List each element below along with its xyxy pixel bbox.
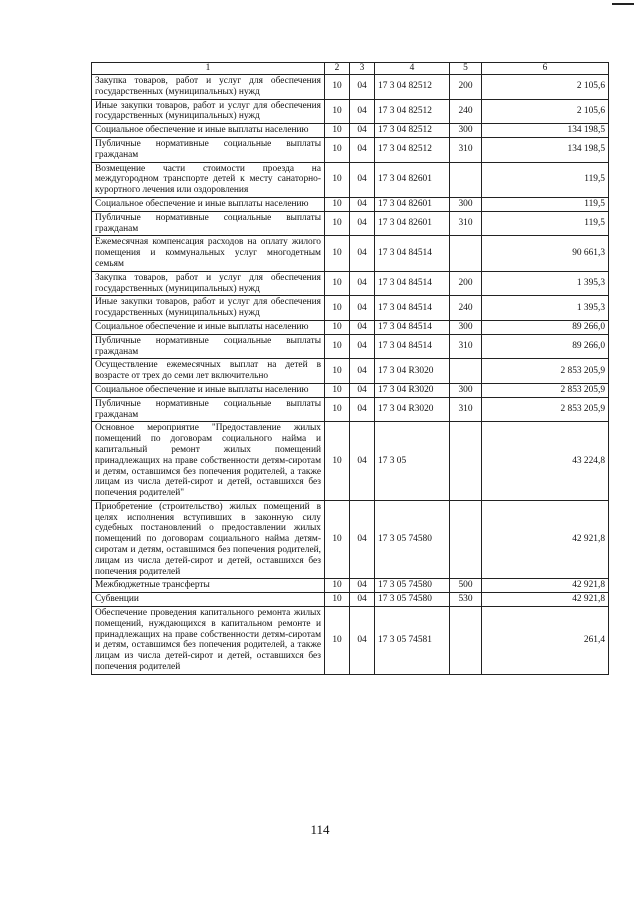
row-target-article-cell: 17 3 04 82601 xyxy=(375,211,450,236)
row-expense-type-cell: 200 xyxy=(450,75,482,100)
table-row xyxy=(92,197,609,211)
table-body xyxy=(92,63,609,675)
row-name-cell: Публичные нормативные социальные выплаты гражданам xyxy=(92,334,325,359)
row-amount-cell: 1 395,3 xyxy=(482,271,609,296)
row-amount-cell: 42 921,8 xyxy=(482,579,609,593)
row-target-article-cell: 17 3 04 R3020 xyxy=(375,359,450,384)
row-section-cell: 10 xyxy=(325,296,350,321)
row-subsection-cell: 04 xyxy=(350,422,375,501)
row-expense-type-cell: 200 xyxy=(450,271,482,296)
page-number: 114 xyxy=(310,822,330,837)
row-expense-type-cell: 310 xyxy=(450,137,482,162)
row-name-cell: Социальное обеспечение и иные выплаты населению xyxy=(92,383,325,397)
row-section-cell: 10 xyxy=(325,607,350,675)
row-amount-cell: 119,5 xyxy=(482,211,609,236)
row-section-cell: 10 xyxy=(325,162,350,197)
table-row xyxy=(92,162,609,197)
row-subsection-cell: 04 xyxy=(350,397,375,422)
row-amount-cell: 119,5 xyxy=(482,197,609,211)
row-section-cell: 10 xyxy=(325,422,350,501)
column-header-5: 5 xyxy=(450,63,482,75)
row-subsection-cell: 04 xyxy=(350,383,375,397)
row-section-cell: 10 xyxy=(325,593,350,607)
row-amount-cell: 2 853 205,9 xyxy=(482,383,609,397)
row-name-cell: Иные закупки товаров, работ и услуг для обеспечения государственных (муниципальных) нужд xyxy=(92,296,325,321)
row-amount-cell: 2 105,6 xyxy=(482,99,609,124)
row-target-article-cell: 17 3 04 84514 xyxy=(375,334,450,359)
row-target-article-cell: 17 3 05 74580 xyxy=(375,593,450,607)
row-amount-cell: 90 661,3 xyxy=(482,236,609,271)
column-header-1: 1 xyxy=(92,63,325,75)
row-amount-cell: 1 395,3 xyxy=(482,296,609,321)
row-amount-cell: 42 921,8 xyxy=(482,593,609,607)
row-name-cell: Социальное обеспечение и иные выплаты населению xyxy=(92,197,325,211)
row-target-article-cell: 17 3 04 84514 xyxy=(375,320,450,334)
table-row xyxy=(92,359,609,384)
row-expense-type-cell: 300 xyxy=(450,124,482,138)
row-amount-cell: 2 853 205,9 xyxy=(482,397,609,422)
row-name-cell: Иные закупки товаров, работ и услуг для обеспечения государственных (муниципальных) нужд xyxy=(92,99,325,124)
row-amount-cell: 89 266,0 xyxy=(482,334,609,359)
table-row xyxy=(92,296,609,321)
table-row xyxy=(92,75,609,100)
corner-mark xyxy=(612,3,634,5)
row-expense-type-cell: 300 xyxy=(450,320,482,334)
row-target-article-cell: 17 3 04 84514 xyxy=(375,271,450,296)
table-row xyxy=(92,397,609,422)
row-expense-type-cell xyxy=(450,236,482,271)
row-name-cell: Закупка товаров, работ и услуг для обеспечения государственных (муниципальных) нужд xyxy=(92,75,325,100)
row-subsection-cell: 04 xyxy=(350,137,375,162)
row-amount-cell: 2 853 205,9 xyxy=(482,359,609,384)
row-target-article-cell: 17 3 04 84514 xyxy=(375,236,450,271)
row-section-cell: 10 xyxy=(325,236,350,271)
row-section-cell: 10 xyxy=(325,211,350,236)
row-target-article-cell: 17 3 04 R3020 xyxy=(375,397,450,422)
budget-table xyxy=(91,62,609,675)
budget-table-container xyxy=(91,62,608,675)
row-amount-cell: 134 198,5 xyxy=(482,137,609,162)
row-subsection-cell: 04 xyxy=(350,75,375,100)
table-row xyxy=(92,99,609,124)
table-row xyxy=(92,422,609,501)
row-name-cell: Межбюджетные трансферты xyxy=(92,579,325,593)
row-section-cell: 10 xyxy=(325,320,350,334)
row-name-cell: Основное мероприятие "Предоставление жилых помещений по договорам социального найма и капитальный ремонт жилых помещений принадлежащих на праве собственности детям-сиротам и детям, оставшимся без попечения родителей, а также лицам из числа детей-сирот и детей, оставшихся без попечения родителей" xyxy=(92,422,325,501)
row-expense-type-cell xyxy=(450,607,482,675)
row-name-cell: Возмещение части стоимости проезда на междугородном транспорте детей к месту санаторно-курортного лечения или оздоровления xyxy=(92,162,325,197)
row-amount-cell: 42 921,8 xyxy=(482,500,609,579)
row-subsection-cell: 04 xyxy=(350,334,375,359)
column-header-2: 2 xyxy=(325,63,350,75)
table-row xyxy=(92,320,609,334)
column-header-4: 4 xyxy=(375,63,450,75)
row-expense-type-cell: 310 xyxy=(450,334,482,359)
row-subsection-cell: 04 xyxy=(350,197,375,211)
row-subsection-cell: 04 xyxy=(350,162,375,197)
row-amount-cell: 43 224,8 xyxy=(482,422,609,501)
row-name-cell: Социальное обеспечение и иные выплаты населению xyxy=(92,124,325,138)
table-row xyxy=(92,137,609,162)
row-section-cell: 10 xyxy=(325,271,350,296)
row-target-article-cell: 17 3 05 74581 xyxy=(375,607,450,675)
row-section-cell: 10 xyxy=(325,579,350,593)
row-section-cell: 10 xyxy=(325,500,350,579)
row-expense-type-cell: 240 xyxy=(450,99,482,124)
table-row xyxy=(92,607,609,675)
table-row xyxy=(92,334,609,359)
row-expense-type-cell: 310 xyxy=(450,397,482,422)
row-name-cell: Субвенции xyxy=(92,593,325,607)
row-name-cell: Социальное обеспечение и иные выплаты населению xyxy=(92,320,325,334)
table-row xyxy=(92,593,609,607)
row-expense-type-cell: 300 xyxy=(450,197,482,211)
row-subsection-cell: 04 xyxy=(350,124,375,138)
row-expense-type-cell: 300 xyxy=(450,383,482,397)
row-expense-type-cell xyxy=(450,422,482,501)
row-target-article-cell: 17 3 05 74580 xyxy=(375,579,450,593)
row-section-cell: 10 xyxy=(325,124,350,138)
row-subsection-cell: 04 xyxy=(350,320,375,334)
row-section-cell: 10 xyxy=(325,383,350,397)
row-expense-type-cell xyxy=(450,359,482,384)
row-section-cell: 10 xyxy=(325,397,350,422)
table-header-row xyxy=(92,63,609,75)
row-name-cell: Публичные нормативные социальные выплаты гражданам xyxy=(92,137,325,162)
row-subsection-cell: 04 xyxy=(350,296,375,321)
row-name-cell: Ежемесячная компенсация расходов на оплату жилого помещения и коммунальных услуг многодетным семьям xyxy=(92,236,325,271)
row-name-cell: Закупка товаров, работ и услуг для обеспечения государственных (муниципальных) нужд xyxy=(92,271,325,296)
row-target-article-cell: 17 3 04 82601 xyxy=(375,162,450,197)
row-subsection-cell: 04 xyxy=(350,359,375,384)
row-subsection-cell: 04 xyxy=(350,99,375,124)
row-target-article-cell: 17 3 04 82512 xyxy=(375,137,450,162)
row-section-cell: 10 xyxy=(325,137,350,162)
row-section-cell: 10 xyxy=(325,334,350,359)
row-section-cell: 10 xyxy=(325,359,350,384)
table-row xyxy=(92,383,609,397)
row-section-cell: 10 xyxy=(325,75,350,100)
row-name-cell: Осуществление ежемесячных выплат на детей в возрасте от трех до семи лет включительно xyxy=(92,359,325,384)
row-name-cell: Публичные нормативные социальные выплаты гражданам xyxy=(92,397,325,422)
column-header-3: 3 xyxy=(350,63,375,75)
row-expense-type-cell: 500 xyxy=(450,579,482,593)
row-target-article-cell: 17 3 04 84514 xyxy=(375,296,450,321)
row-expense-type-cell: 530 xyxy=(450,593,482,607)
row-amount-cell: 119,5 xyxy=(482,162,609,197)
row-amount-cell: 2 105,6 xyxy=(482,75,609,100)
table-row xyxy=(92,271,609,296)
row-subsection-cell: 04 xyxy=(350,236,375,271)
row-name-cell: Приобретение (строительство) жилых помещений в целях исполнения вступивших в законную силу судебных постановлений о предоставлении жилых помещений по договорам социального найма детям-сиротам и детям, оставшимся без попечения родителей, лицам из числа детей-сирот и детей, оставшихся без попечения родителей xyxy=(92,500,325,579)
row-expense-type-cell: 310 xyxy=(450,211,482,236)
row-name-cell: Публичные нормативные социальные выплаты гражданам xyxy=(92,211,325,236)
table-row xyxy=(92,579,609,593)
row-target-article-cell: 17 3 04 R3020 xyxy=(375,383,450,397)
row-subsection-cell: 04 xyxy=(350,500,375,579)
row-name-cell: Обеспечение проведения капитального ремонта жилых помещений, нуждающихся в капитальном ремонте и принадлежащих на праве собственности детям-сиротам и детям, оставшимся без попечения родителей, а также лицам из числа детей-сирот и детей, оставшихся без попечения родителей xyxy=(92,607,325,675)
row-amount-cell: 89 266,0 xyxy=(482,320,609,334)
row-target-article-cell: 17 3 04 82512 xyxy=(375,124,450,138)
table-row xyxy=(92,236,609,271)
column-header-6: 6 xyxy=(482,63,609,75)
row-target-article-cell: 17 3 04 82512 xyxy=(375,99,450,124)
table-row xyxy=(92,124,609,138)
table-row xyxy=(92,211,609,236)
row-subsection-cell: 04 xyxy=(350,607,375,675)
row-amount-cell: 261,4 xyxy=(482,607,609,675)
row-expense-type-cell xyxy=(450,500,482,579)
row-subsection-cell: 04 xyxy=(350,593,375,607)
row-expense-type-cell: 240 xyxy=(450,296,482,321)
row-section-cell: 10 xyxy=(325,197,350,211)
row-expense-type-cell xyxy=(450,162,482,197)
row-target-article-cell: 17 3 04 82601 xyxy=(375,197,450,211)
row-subsection-cell: 04 xyxy=(350,211,375,236)
row-target-article-cell: 17 3 05 xyxy=(375,422,450,501)
row-target-article-cell: 17 3 05 74580 xyxy=(375,500,450,579)
table-row xyxy=(92,500,609,579)
row-target-article-cell: 17 3 04 82512 xyxy=(375,75,450,100)
row-amount-cell: 134 198,5 xyxy=(482,124,609,138)
row-section-cell: 10 xyxy=(325,99,350,124)
row-subsection-cell: 04 xyxy=(350,271,375,296)
row-subsection-cell: 04 xyxy=(350,579,375,593)
